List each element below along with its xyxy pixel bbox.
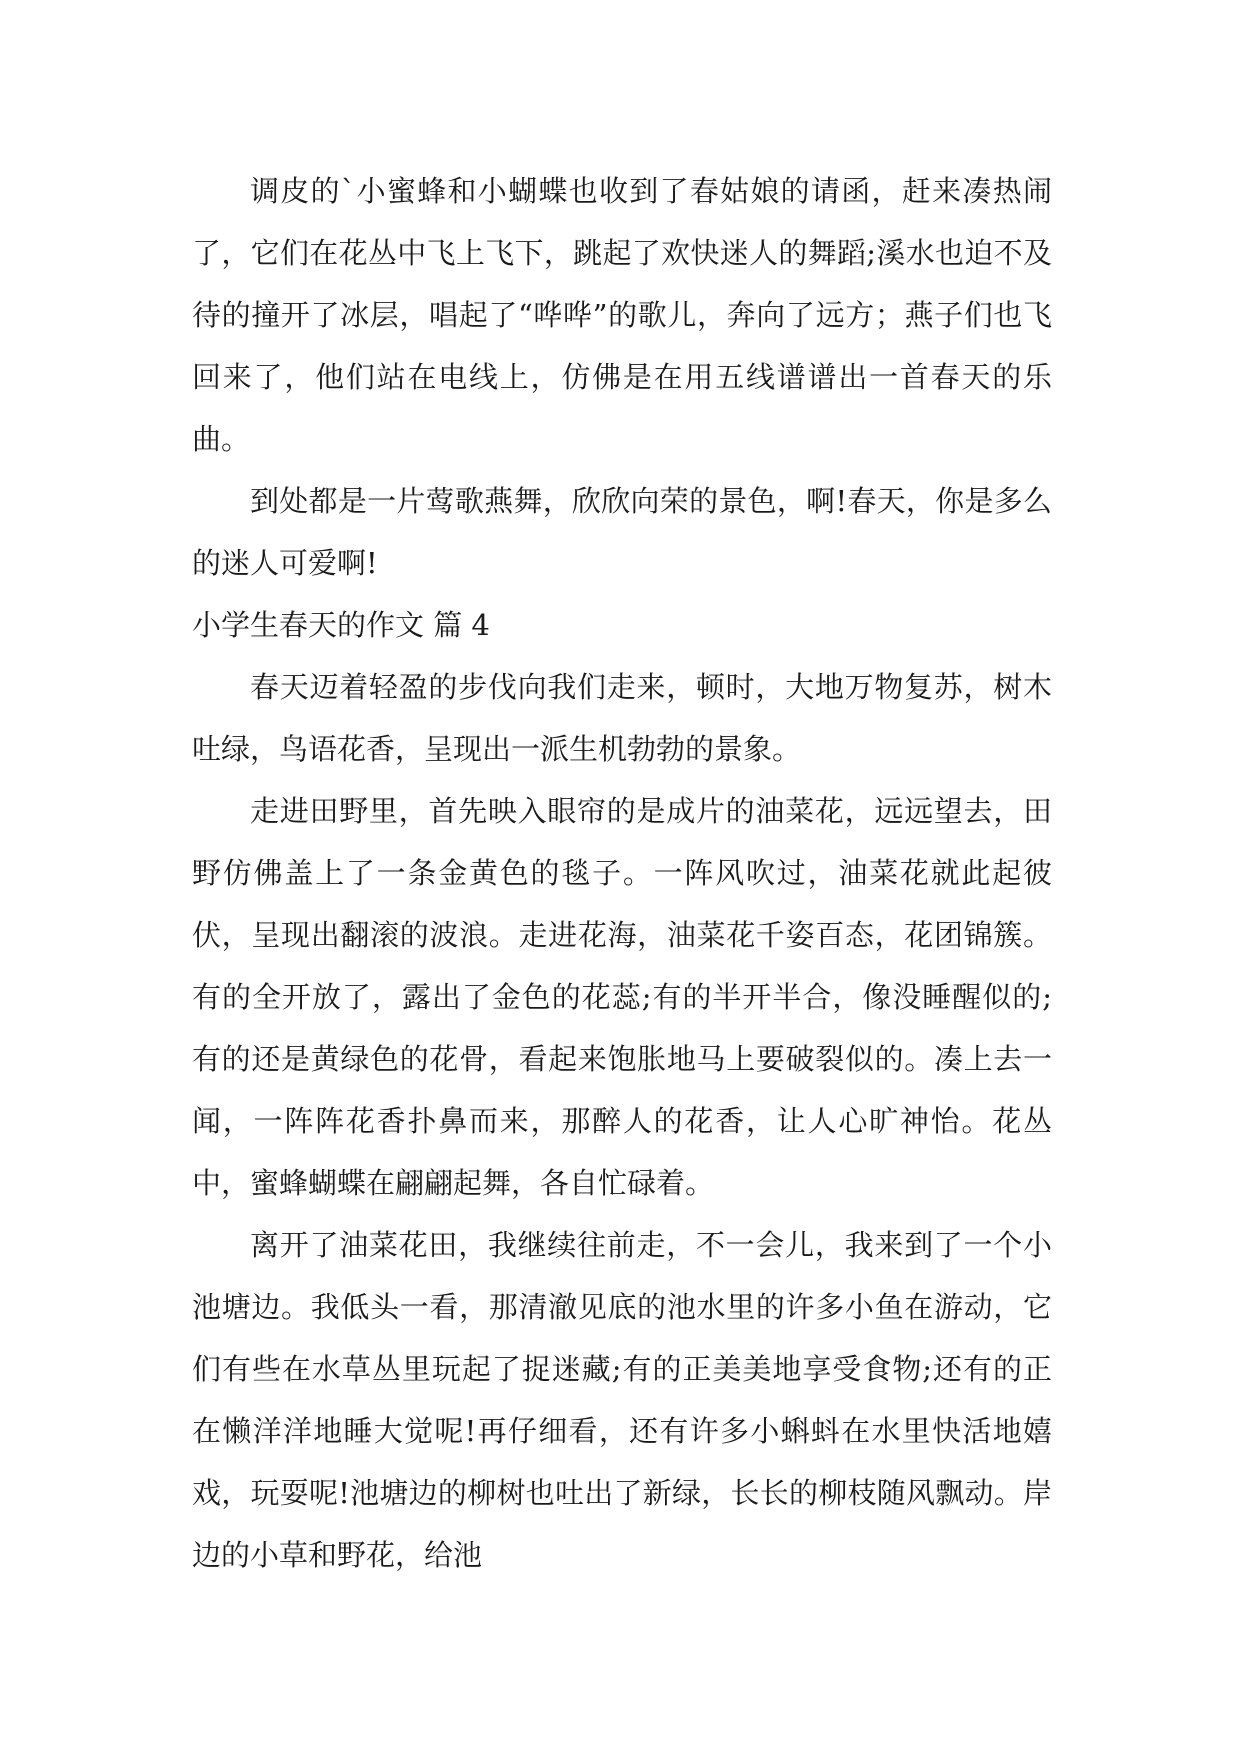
essay-section-title: 小学生春天的作文 篇 4	[192, 608, 490, 642]
paragraph-rapeseed-field: 走进田野里，首先映入眼帘的是成片的油菜花，远远望去，田野仿佛盖上了一条金黄色的毯子。一阵风吹过，油菜花就此起彼伏，呈现出翻滚的波浪。走进花海，油菜花千姿百态，花团锦簇。有的全开放了，露出了金色的花蕊;有的半开半合，像没睡醒似的;有的还是黄绿色的花骨，看起来饱胀地马上要破裂似的。凑上去一闻，一阵阵花香扑鼻而来，那醉人的花香，让人心旷神怡。花丛中，蜜蜂蝴蝶在翩翩起舞，各自忙碌着。	[192, 794, 1052, 1200]
paragraph-spring-scenery: 到处都是一片莺歌燕舞，欣欣向荣的景色，啊!春天，你是多么的迷人可爱啊!	[192, 484, 1052, 580]
paragraph-pond: 离开了油菜花田，我继续往前走，不一会儿，我来到了一个小池塘边。我低头一看，那清澈见底的池水里的许多小鱼在游动，它们有些在水草丛里玩起了捉迷藏;有的正美美地享受食物;还有的正在懒洋洋地睡大觉呢!再仔细看，还有许多小蝌蚪在水里快活地嬉戏，玩耍呢!池塘边的柳树也吐出了新绿，长长的柳枝随风飘动。岸边的小草和野花，给池	[192, 1228, 1052, 1572]
paragraph-bees-butterflies: 调皮的`小蜜蜂和小蝴蝶也收到了春姑娘的请函，赶来凑热闹了，它们在花丛中飞上飞下，跳起了欢快迷人的舞蹈;溪水也迫不及待的撞开了冰层，唱起了“哗哗”的歌儿，奔向了远方；燕子们也飞回来了，他们站在电线上，仿佛是在用五线谱谱出一首春天的乐曲。	[192, 174, 1052, 456]
paragraph-spring-arrives: 春天迈着轻盈的步伐向我们走来，顿时，大地万物复苏，树木吐绿，鸟语花香，呈现出一派生机勃勃的景象。	[192, 670, 1052, 766]
document-page	[192, 160, 1052, 1586]
